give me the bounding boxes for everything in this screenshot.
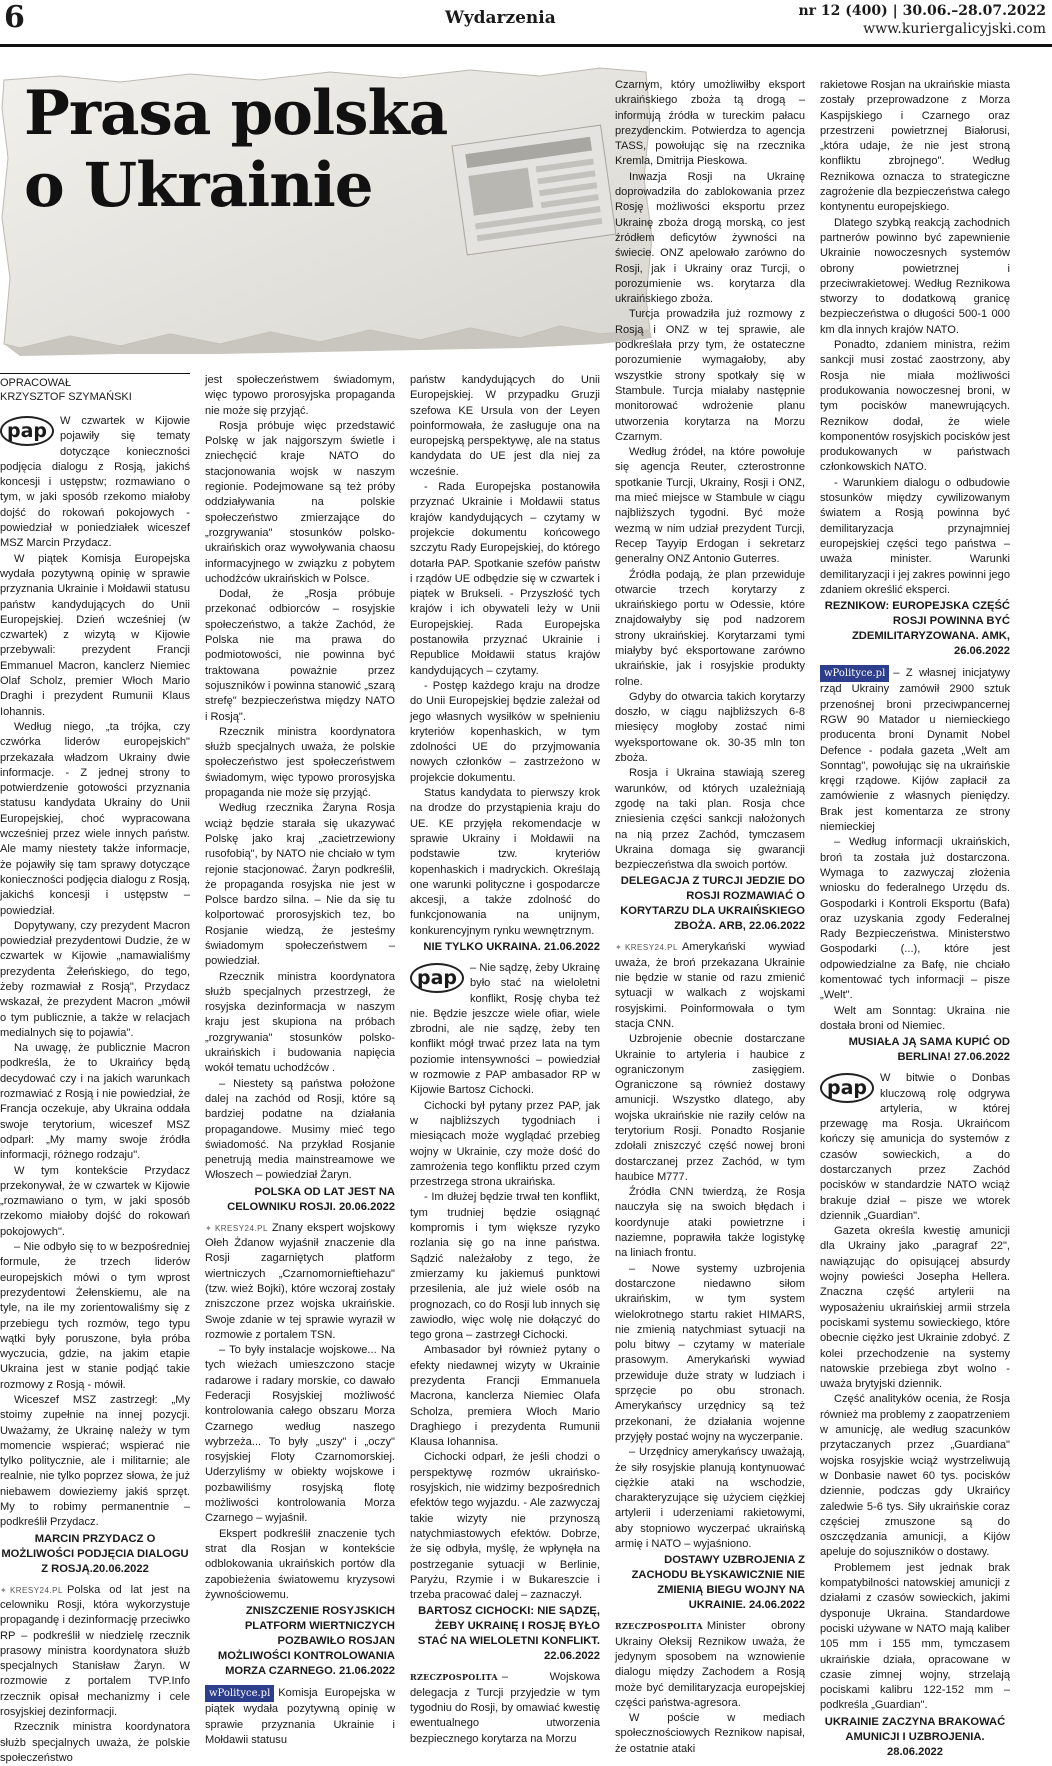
- column-1: [0, 373, 190, 1764]
- source-caption: NIE TYLKO UKRAINA. 21.06.2022: [423, 940, 600, 953]
- paragraph: Amerykański wywiad uważa, że broń przekazana Ukrainie nie będzie w stanie od razu zmienić sytuacji w walkach z wojskami rosyjskimi. Poinformowała o tym stacja CNN.: [615, 941, 805, 1030]
- paragraph: rakietowe Rosjan na ukraińskie miasta zostały przeprowadzone z Morza Kaspijskiego i Czarnego oraz przestrzeni powietrznej Białorusi, „która udaje, że nie jest stroną konfliktu zbrojnego". Według Reznikowa oznacza to strategiczne zagrożenie dla bezpieczeństwa całego kontynentu europejskiego.: [820, 79, 1010, 214]
- source-caption: DELEGACJA Z TURCJI JEDZIE DO ROSJI ROZMAWIAĆ O KORYTARZU DLA UKRAIŃSKIEGO ZBOŻA. ARB, 22.06.2022: [620, 875, 805, 933]
- paragraph: Według niego, „ta trójka, czy czwórka liderów europejskich" przekazała władzom Ukrainy dwie informacje. - Z jednej strony to potwierdzenie gotowości przyznania statusu kandydata Ukrainy do Unii Europejskiej, choć wypracowana wcześniej przez wiele innych państw. Ale mamy niestety także informacje, że pojawiły się tam sprawy dotyczące konieczności podjęcia dialogu z Rosją, jakichś koncesji i ustępstw – powiedział.: [0, 720, 190, 917]
- paragraph: Ponadto, zdaniem ministra, reżim sankcji musi zostać zaostrzony, aby Rosja nie miała możliwości produkowania nowoczesnej broni, w tym pocisków manewrujących. Reznikow dodał, że wiele komponentów rosyjskich pocisków jest produkowanych w państwach członkowskich NATO.: [820, 339, 1010, 474]
- paragraph: jest społeczeństwem świadomym, więc typowo prorosyjska propaganda nie może się przyjąć.: [205, 374, 395, 417]
- kresy-logo-icon: ✦ KRESY24.PL: [615, 940, 678, 955]
- column-3: [410, 373, 600, 1745]
- paragraph: Wiceszef MSZ zastrzegł: „My stoimy zupełnie na innej pozycji. Uważamy, że Ukrainę należy w tym momencie wspierać; wspierać nie tylko politycznie, ale i militarnie; ale realnie, nie tylko poprzez słowa, że już niebawem dowieziemy jakiś sprzęt. My to robimy permanentnie – podkreślił Przydacz.: [0, 1394, 190, 1529]
- paragraph: – Z własnej inicjatywy rząd Ukrainy zamówił 2900 sztuk przenośnej broni przeciwpancernej RGW 90 Matador u niemieckiego producenta broni Dynamit Nobel Defence - podała gazeta „Welt am Sonntag", powołując się na ukraińskie kręgi rządowe. Kijów zapłacił za zamówienie z własnych pieniędzy. Brak jest komentarza ze strony niemieckiej: [820, 667, 1010, 834]
- paragraph: Ekspert podkreślił znaczenie tych strat dla Rosjan w kontekście odblokowania ukraińskich portów dla zapobieżenia światowemu kryzysowi żywnościowemu.: [205, 1527, 395, 1601]
- paragraph: Inwazja Rosji na Ukrainę doprowadziła do zablokowania przez Rosję możliwości eksportu przez Ukrainę zboża drogą morską, co jest źródłem deficytów żywności na świecie. ONZ apelowało zarówno do Rosji, jak i Ukrainy oraz Turcji, o porozumienie ws. korytarza dla ukraińskiego zboża.: [615, 170, 805, 306]
- paragraph: Źródła podają, że plan przewiduje otwarcie trzech korytarzy z ukraińskiego portu w Odessie, które znajdowałyby się pod nadzorem strony ukraińskiej. Korytarzami tymi miałyby być eksportowane zarówno ukraińskie, jak i rosyjskie produkty rolne.: [615, 568, 805, 688]
- column-5: [820, 78, 1010, 1758]
- column-2: [205, 373, 395, 1747]
- source-caption: POLSKA OD LAT JEST NA CELOWNIKU ROSJI. 20.06.2022: [227, 1185, 395, 1213]
- page-number: 6: [4, 0, 25, 35]
- paragraph: Komisja Europejska w piątek wydała pozytywną opinię w sprawie przyznania Ukrainie i Mołdawii statusu: [205, 1687, 395, 1747]
- paragraph: - Warunkiem dialogu o odbudowie stosunków między cywilizowanym światem a Rosją powinna być demilitaryzacja przynajmniej europejskiej części tego państwa – uważa minister. Warunki demilitaryzacji i jej zakres powinni jego zdaniem określić eksperci.: [820, 476, 1010, 596]
- paragraph: Minister obrony Ukrainy Ołeksij Reznikow uważa, że jedynym sposobem na wznowienie dialogu między Zachodem a Rosją może być demilitaryzacja europejskiej części państwa-agresora.: [615, 1620, 805, 1709]
- kresy-logo-icon: ✦ KRESY24.PL: [205, 1221, 268, 1236]
- paragraph: W czwartek w Kijowie pojawiły się tematy dotyczące konieczności podjęcia dialogu z Rosją, jakichś koncesji i ustępstw; rozmawiano o tym, w jaki sposób rzekomo miałoby dojść do rokowań pokojowych - powiedział w poniedziałek wiceszef MSZ Marcin Przydacz.: [0, 415, 190, 550]
- page-header: [0, 0, 1052, 46]
- kresy-logo-icon: ✦ KRESY24.PL: [0, 1583, 63, 1598]
- paragraph: Gazeta określa kwestię amunicji dla Ukrainy jako „paragraf 22", nawiązując do opisującej absurdy wojny powieści Josepha Hellera. Znaczna część artylerii na wyposażeniu ukraińskiej armii strzela pociskami systemu sowieckiego, które obecnie ciężko jest Ukrainie zdobyć. Z kolei przechodzenie na systemy natowskie przebiega zbyt wolno - uważa brytyjski dziennik.: [820, 1225, 1010, 1391]
- paragraph: Znany ekspert wojskowy Ołeh Żdanow wyjaśnił znaczenie dla Rosji zagarniętych platform wiertniczych „Czarnomornieftiehazu" (tzw. wież Bojki), które wczoraj zostały zniszczone przez wojska ukraińskie. Swoje zdanie w tej sprawie wyraził w rozmowie z portalem TSN.: [205, 1221, 395, 1341]
- paragraph: W piątek Komisja Europejska wydała pozytywną opinię w sprawie przyznania Ukrainie i Mołdawii statusu państw kandydujących do Unii Europejskiej. Dzień wcześniej (w czwartek) z wizytą w Kijowie przebywali: prezydent Francji Emmanuel Macron, kanclerz Niemiec Olaf Scholz, premier Włoch Mario Draghi i prezydent Rumunii Klaus Iohannis.: [0, 552, 190, 718]
- byline-author: KRZYSZTOF SZYMAŃSKI: [0, 391, 132, 403]
- pap-logo-icon: pap: [820, 1073, 874, 1103]
- paragraph: Dodał, że „Rosja próbuje przekonać odbiorców – rosyjskie społeczeństwo, a także Zachód, że Polska nie ma prawa do podmiotowości, nie powinna być traktowana poważnie przez sojuszników i powinna stanowić „szarą strefę" bezpieczeństwa między NATO i Rosją".: [205, 588, 395, 723]
- source-caption: UKRAINIE ZACZYNA BRAKOWAĆ AMUNICJI I UZBROJENIA. 28.06.2022: [824, 1715, 1006, 1758]
- paragraph: Cichocki odparł, że jeśli chodzi o perspektywę rozmów ukraińsko-rosyjskich, nie widzimy bezpośrednich efektów tego wyjazdu. - Ale zazwyczaj takie wizyty nie przynoszą natychmiastowych efektów. Dobrze, że się odbyła, myślę, że wpłynęła na postrzeganie sytuacji w Berlinie, Paryżu, Rzymie i w Bukareszcie i trzeba pracować dalej – zaznaczył.: [410, 1451, 600, 1602]
- header-rule: [0, 44, 1052, 47]
- paragraph: – Nie sądzę, żeby Ukrainę było stać na wieloletni konflikt, Rosję chyba też nie. Będzie jeszcze wiele ofiar, wiele zbrodni, ale nie sądzę, żeby ten konflikt mógł trwać przez lata na tym poziomie intensywności – powiedział w rozmowie z PAP ambasador RP w Kijowie Bartosz Cichocki.: [410, 961, 600, 1097]
- byline-label: OPRACOWAŁ: [0, 377, 72, 389]
- paragraph: - Rada Europejska postanowiła przyznać Ukrainie i Mołdawii status krajów kandydujących – czytamy w projekcie dokumentu końcowego szczytu Rady Europejskiej, do którego dotarła PAP. Spotkanie szefów państw i rządów UE odbędzie się w czwartek i piątek w Brukseli. - Przyszłość tych krajów i ich obywateli leży w Unii Europejskiej. Rada Europejska postanowiła przyznać Ukrainie i Republice Mołdawii status krajów kandydujących – czytamy.: [410, 481, 600, 677]
- title-line-1: Prasa polska: [24, 78, 448, 149]
- pap-logo-icon: pap: [0, 416, 54, 446]
- paragraph: – Niestety są państwa położone dalej na zachód od Rosji, które są bardziej podatne na działania propagandowe. Musimy mieć tego świadomość. Na przykład Rosjanie penetrują media mainstreamowe we Włoszech – powiedział Żaryn.: [205, 1077, 395, 1182]
- source-caption: MARCIN PRZYDACZ O MOŻLIWOŚCI PODJĘCIA DIALOGU Z ROSJĄ.20.06.2022: [1, 1532, 189, 1575]
- paragraph: Rzecznik ministra koordynatora służb specjalnych przestrzegł, że rosyjska dezinformacja w naszym kraju jest skupiona na próbach „rozgrywania" stosunków polsko-ukraińskich i budowania napięcia wokół tematu uchodźców .: [205, 970, 395, 1075]
- paragraph: W bitwie o Donbas kluczową rolę odgrywa artyleria, w której przewagę ma Rosja. Ukraińcom kończy się amunicja do systemów z czasów sowieckich, a do dostarczanych przez Zachód pocisków w standardzie NATO wciąż brakuje dział – pisze we wtorek dziennik „Guardian".: [820, 1072, 1010, 1222]
- paragraph: Polska od lat jest na celowniku Rosji, która wykorzystuje propagandę i dezinformację przeciwko RP – podkreślił w niedzielę rzecznik prasowy ministra koordynatora służb specjalnych Stanisław Żaryn. W rozmowie z portalem TVP.Info rzecznik opisał mechanizmy i cele rosyjskiej dezinformacji.: [0, 1583, 190, 1719]
- paragraph: Dopytywany, czy prezydent Macron powiedział prezydentowi Dudzie, że w czwartek w Kijowie „namawialiśmy prezydenta Żełeńskiego, do tego, żeby rozmawiał z Rosją", Przydacz wskazał, że prezydent Macron „mówił o tym publicznie, a także w relacjach medialnych się to pojawia".: [0, 919, 190, 1039]
- byline: [0, 373, 190, 404]
- paragraph: – Według informacji ukraińskich, broń ta została już dostarczona. Wymaga to zazwyczaj złożenia wniosku do federalnego Urzędu ds. Gospodarki i Kontroli Eksportu (Bafa) oraz uzyskania zgody Federalnej Rady Bezpieczeństwa. Ministerstwo Gospodarki (...), które jest odpowiedzialne za Bafę, nie chciało komentować tych informacji – pisze „Welt".: [820, 836, 1010, 1002]
- source-caption: ZNISZCZENIE ROSYJSKICH PLATFORM WIERTNICZYCH POZBAWIŁO ROSJAN MOŻLIWOŚCI KONTROLOWANIA MORZA CZARNEGO. 21.06.2022: [217, 1605, 395, 1678]
- source-caption: REZNIKOW: EUROPEJSKA CZĘŚĆ ROSJI POWINNA BYĆ ZDEMILITARYZOWANA. AMK, 26.06.2022: [824, 600, 1010, 658]
- paragraph: Cichocki był pytany przez PAP, jak w najbliższych tygodniach i miesiącach może wyglądać przebieg wojny w Ukrainie, czy może dość do zamrożenia tego konfliktu przed czym przestrzega strona ukraińska.: [410, 1099, 600, 1189]
- paragraph: Czarnym, który umożliwiłby eksport ukraińskiego zboża tą drogą – informują źródła w tureckim pałacu prezydenckim. Potwierdza to agencja TASS, powołując się na rzecznika Kremla, Dmitrija Pieskowa.: [615, 79, 805, 168]
- paragraph: Welt am Sonntag: Ukraina nie dostała broni od Niemiec.: [820, 1004, 1010, 1032]
- paragraph: Rzecznik ministra koordynatora służb specjalnych uważa, że polskie społeczeństwo jest społeczeństwem świadomym, więc typowo prorosyjska propaganda nie może się przyjąć.: [205, 725, 395, 800]
- paragraph: Część analityków ocenia, że Rosja również ma problemy z zaopatrzeniem w amunicję, ale według szacunków przytaczanych przez „Guardiana" wojska rosyjskie wciąż wystrzeliwują w Donbasie nawet 60 tys. pocisków dziennie, podczas gdy Ukraińcy zaledwie 5-6 tys. Siły ukraińskie coraz częściej zmuszone są do oszczędzania amunicji, a Kijów apeluje do sojuszników o dostawy.: [820, 1393, 1010, 1559]
- paragraph: - Im dłużej będzie trwał ten konflikt, tym trudniej będzie osiągnąć kompromis i tym większe ryzyko rozlania się go na inne państwa. Sądzić należałoby z tego, że zmierzamy ku jakiemuś punktowi przesilenia, ale już wiele osób na prognozach, co do Rosji lub innych się zawiodło, więc wolę nie dołączyć do tego grona – zastrzegł Cichocki.: [410, 1191, 600, 1342]
- paragraph: Źródła CNN twierdzą, że Rosja nauczyła się na swoich błędach i koordynuje ataki powietrzne i naziemne, poprawiła także logistykę na liniach frontu.: [615, 1186, 805, 1260]
- paragraph: państw kandydujących do Unii Europejskiej. W przypadku Gruzji szefowa KE Ursula von der Leyen poinformowała, że zasługuje ona na europejską perspektywę, ale na status kandydata do UE jest dla niej za wcześnie.: [410, 374, 600, 478]
- rzeczpospolita-logo-icon: RZECZPOSPOLITA: [410, 1672, 498, 1683]
- paragraph: Problemem jest jednak brak kompatybilności natowskiej amunicji z działami z czasów sowieckich, jakimi dysponuje Ukraina. Standardowe pociski używane w NATO mają kaliber 105 mm i 155 mm, tymczasem ukraińskie działa, opracowane w czasie zimnej wojny, strzelają pociskami kalibru 122-152 mm – podkreśla „Guardian".: [820, 1561, 1010, 1712]
- pap-logo-icon: pap: [410, 963, 464, 993]
- paragraph: Status kandydata to pierwszy krok na drodze do przystąpienia kraju do UE. KE przyjęła rekomendacje w sprawie Ukrainy i Mołdawii na podstawie tzw. kryteriów kopenhaskich i madryckich. Określają one warunki polityczne i gospodarcze akcesji, a także zdolność do funkcjonowania na unijnym, konkurencyjnym rynku wewnętrznym.: [410, 787, 600, 937]
- wpolityce-logo-icon: wPolityce.pl: [820, 665, 889, 682]
- issue-number: nr 12 (400) | 30.06.–28.07.2022: [798, 3, 1046, 19]
- paragraph: W poście w mediach społecznościowych Reznikow napisał, że ostatnie ataki: [615, 1712, 805, 1755]
- source-caption: BARTOSZ CICHOCKI: NIE SĄDZĘ, ŻEBY UKRAINĘ I ROSJĘ BYŁO STAĆ NA WIELOLETNI KONFLIKT. 22.06.2022: [417, 1605, 600, 1663]
- rzeczpospolita-logo-icon: RZECZPOSPOLITA: [615, 1621, 703, 1632]
- section-title: Wydarzenia: [445, 8, 556, 28]
- paragraph: Gdyby do otwarcia takich korytarzy doszło, w ciągu najbliższych 6-8 miesięcy mogłoby zostać nimi wyeksportowane ok. 30-35 mln ton zboża.: [615, 690, 805, 765]
- paragraph: Na uwagę, że publicznie Macron podkreśla, że to Ukraińcy będą decydować czy i na jakich warunkach rozmawiać z Rosją i nie powiedział, że Francja oczekuje, aby Ukraina oddała swoje terytorium, wiceszef MSZ odparł: „My mamy swoje źródła informacji, różnego rodzaju".: [0, 1042, 190, 1162]
- paragraph: Uzbrojenie obecnie dostarczane Ukrainie to artyleria i haubice z ograniczonym zasięgiem. Ograniczone są również dostawy amunicji. Wszystko dlatego, aby wojska ukraińskie nie raziły celów na terytorium Rosji. Ponadto Rosjanie zdołali zniszczyć część nowej broni dostarczanej przez Zachód, w tym haubice M777.: [615, 1033, 805, 1183]
- paragraph: – Nie odbyło się to w bezpośredniej formule, że trzech liderów europejskich mówi o tym wprost prezydentowi Żełenskiemu, ale na tyle, na ile my zorientowaliśmy się z przebiegu tych rozmów, tego typu wątki były poruszone, była próba wyczucia, gdzie, na jakim etapie Ukraina jest w stanie podjąć takie rozmowy z Rosją - mówił.: [0, 1241, 190, 1391]
- paragraph: W tym kontekście Przydacz przekonywał, że w czwartek w Kijowie „rozmawiano o tym, w jaki sposób rzekomo miałoby dojść do rokowań pokojowych".: [0, 1164, 190, 1238]
- article-title: [24, 78, 447, 222]
- paragraph: Rosja i Ukraina stawiają szereg warunków, od których uzależniają zgodę na taki plan. Rosja chce zniesienia części sankcji nałożonych na nią przez Zachód, tymczasem Ukraina domaga się gwarancji bezpieczeństwa dla swoich portów.: [615, 767, 805, 872]
- website-link[interactable]: www.kuriergalicyjski.com: [863, 21, 1046, 37]
- paragraph: Turcja prowadziła już rozmowy z Rosją i ONZ w tej sprawie, ale podkreślała przy tym, że ostateczne porozumienie wymagałoby, aby wszystkie strony spotkały się w Stambule. Turcja miałaby następnie monitorować wdrożenie planu utworzenia korytarza na Morzu Czarnym.: [615, 308, 805, 443]
- paragraph: Rzecznik ministra koordynatora służb specjalnych uważa, że polskie społeczeństwo: [0, 1721, 190, 1764]
- paragraph: Dlatego szybką reakcją zachodnich partnerów powinno być zapewnienie Ukrainie nowoczesnych systemów obrony powietrznej i przeciwrakietowej. Według Reznikowa stworzy to dodatkową granicę bezpieczeństwa o długości 500-1 000 km dla innych krajów NATO.: [820, 216, 1010, 336]
- issue-info: [799, 2, 1047, 38]
- paragraph: – To były instalacje wojskowe... Na tych wieżach umieszczono stacje radarowe i radary morskie, co dawało Federacji Rosyjskiej możliwość kontrolowania całego obszaru Morza Czarnego według naszego wybrzeża... To były „uszy" i „oczy" rosyjskiej Floty Czarnomorskiej. Uderzyliśmy w obiekty wojskowe i pozbawiliśmy rosyjską flotę możliwości kontrolowania Morza Czarnego – wyjaśnił.: [205, 1344, 395, 1525]
- paragraph: Według źródeł, na które powołuje się agencja Reuter, czterostronne spotkanie Turcji, Ukrainy, Rosji i ONZ, ma mieć miejsce w Stambule w ciągu najbliższych tygodni. Być może wezmą w nim udział prezydent Turcji, Recep Tayyip Erdogan i sekretarz generalny ONZ Antonio Guterres.: [615, 446, 805, 566]
- newspaper-icon: [452, 125, 616, 255]
- paragraph: Według rzecznika Żaryna Rosja wciąż będzie starała się ukazywać Polskę jako kraj „zacietrzewiony rusofobią", by NATO nie chciało w tym rejonie stacjonować. Żaryn podkreślił, że propaganda rosyjska nie jest w Polsce bardzo silna. – Nie da się tu kolportować prorosyjskich tez, bo Rosjanie wiedzą, że jesteśmy świadomym społeczeństwem – powiedział.: [205, 802, 395, 968]
- title-line-2: o Ukrainie: [24, 150, 373, 221]
- source-caption: DOSTAWY UZBROJENIA Z ZACHODU BŁYSKAWICZNIE NIE ZMIENIĄ BIEGU WOJNY NA UKRAINIE. 24.06.2022: [631, 1554, 805, 1612]
- paragraph: – Nowe systemy uzbrojenia dostarczone niedawno siłom ukraińskim, w tym system wielokrotnego startu rakiet HIMARS, nie zmienią natychmiast sytuacji na polu bitwy – czytamy w materiale prasowym. Amerykański wywiad przewiduje duże straty w ludziach i sprzęcie po obu stronach. Amerykańscy urzędnicy są też przekonani, że działania wojenne przyjęły postać wojny na wyczerpanie.: [615, 1262, 805, 1443]
- paragraph: – Wojskowa delegacja z Turcji przyjedzie w tym tygodniu do Rosji, by omawiać kwestię ewentualnego utworzenia bezpiecznego korytarza na Morzu: [410, 1671, 600, 1745]
- column-4: [615, 78, 805, 1755]
- wpolityce-logo-icon: wPolityce.pl: [205, 1685, 274, 1702]
- paragraph: Ambasador był również pytany o efekty niedawnej wizyty w Ukrainie prezydenta Francji Emmanuela Macrona, kanclerza Niemiec Olafa Scholza, premiera Włoch Mario Draghiego i prezydenta Rumunii Klausa Iohannisa.: [410, 1344, 600, 1449]
- paragraph: Rosja próbuje więc przedstawić Polskę w jak najgorszym świetle i zniechęcić kraje NATO do stacjonowania wojsk w naszym regionie. Podejmowane są też próby oddziaływania na polskie społeczeństwo zmierzające do „rozgrywania" stosunków polsko-ukraińskich oraz wywoływania chaosu informacyjnego w związku z pobytem uchodźców ukraińskich w Polsce.: [205, 419, 395, 585]
- paragraph: – Urzędnicy amerykańscy uważają, że siły rosyjskie planują kontynuować ciężkie ataki na wschodzie, charakteryzujące się użyciem ciężkiej artylerii i uderzeniami rakietowymi, aby stopniowo wyczerpać ukraińską armię i NATO – wyjaśniono.: [615, 1446, 805, 1551]
- source-caption: MUSIAŁA JĄ SAMA KUPIĆ OD BERLINA! 27.06.2022: [848, 1036, 1010, 1064]
- paragraph: - Postęp każdego kraju na drodze do Unii Europejskiej będzie zależał od jego własnych wysiłków w spełnieniu kryteriów kopenhaskich, w tym zdolności UE do przyjmowania nowych członków – zastrzeżono w projekcie dokumentu.: [410, 679, 600, 784]
